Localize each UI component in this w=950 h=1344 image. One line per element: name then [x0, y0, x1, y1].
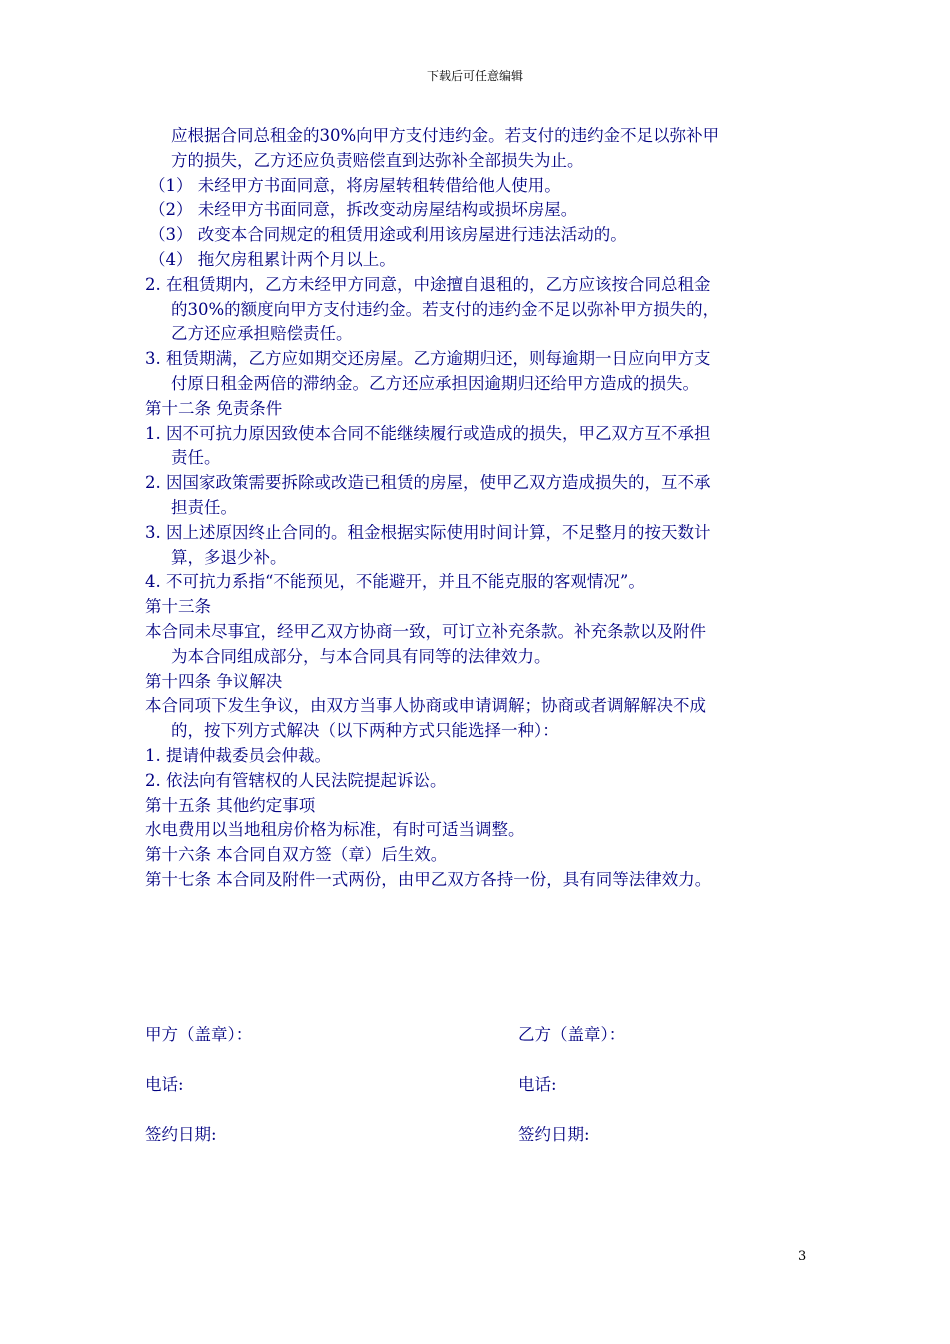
party-b-phone-label: 电话: [518, 1075, 557, 1094]
text-line: 第十二条 免责条件 [145, 398, 283, 418]
text-line: 第十四条 争议解决 [145, 671, 283, 691]
text-line: 4. 不可抗力系指“不能预见，不能避开，并且不能克服的客观情况”。 [145, 572, 645, 592]
text-line: 1. 因不可抗力原因致使本合同不能继续履行或造成的损失，甲乙双方互不承担 [145, 423, 711, 443]
text-line: 1. 提请仲裁委员会仲裁。 [145, 745, 331, 765]
text-line: 担责任。 [171, 497, 237, 517]
party-a-date-label: 签约日期: [145, 1125, 217, 1144]
text-line: 2. 在租赁期内，乙方未经甲方同意，中途擅自退租的，乙方应该按合同总租金 [145, 274, 711, 294]
page-header: 下载后可任意编辑 [426, 69, 523, 83]
text-line: 责任。 [171, 448, 221, 468]
text-line: 3. 因上述原因终止合同的。租金根据实际使用时间计算，不足整月的按天数计 [145, 522, 711, 542]
text-line: 第十六条 本合同自双方签（章）后生效。 [145, 845, 448, 865]
text-line: 第十七条 本合同及附件一式两份，由甲乙双方各持一份，具有同等法律效力。 [145, 869, 712, 889]
contract-body [145, 124, 815, 893]
page-number: 3 [798, 1249, 807, 1264]
party-a-phone-label: 电话: [145, 1075, 184, 1094]
text-line: 算，多退少补。 [171, 547, 287, 567]
text-line: 为本合同组成部分，与本合同具有同等的法律效力。 [171, 646, 551, 666]
text-line: 2. 依法向有管辖权的人民法院提起诉讼。 [145, 770, 447, 790]
text-line: 本合同未尽事宜，经甲乙双方协商一致，可订立补充条款。补充条款以及附件 [145, 621, 706, 641]
party-a-seal-label: 甲方（盖章）： [145, 1025, 253, 1044]
text-line: （3） 改变本合同规定的租赁用途或利用该房屋进行违法活动的。 [149, 225, 627, 245]
text-line: 乙方还应承担赔偿责任。 [171, 324, 353, 344]
text-line: 付原日租金两倍的滞纳金。乙方还应承担因逾期归还给甲方造成的损失。 [171, 373, 699, 393]
text-line: 本合同项下发生争议，由双方当事人协商或申请调解；协商或者调解解决不成 [145, 696, 706, 716]
party-b-seal-label: 乙方（盖章）： [518, 1025, 626, 1044]
text-line: 2. 因国家政策需要拆除或改造已租赁的房屋，使甲乙双方造成损失的，互不承 [145, 473, 711, 493]
text-line: 应根据合同总租金的30%向甲方支付违约金。若支付的违约金不足以弥补甲 [171, 126, 720, 145]
text-line: 方的损失，乙方还应负责赔偿直到达弥补全部损失为止。 [171, 150, 584, 170]
text-line: （2） 未经甲方书面同意，拆改变动房屋结构或损坏房屋。 [149, 200, 578, 220]
text-line: 第十三条 [145, 597, 211, 617]
text-line: 水电费用以当地租房价格为标准，有时可适当调整。 [145, 820, 525, 840]
text-line: 的30%的额度向甲方支付违约金。若支付的违约金不足以弥补甲方损失的， [171, 299, 720, 319]
text-line: （1） 未经甲方书面同意，将房屋转租转借给他人使用。 [149, 175, 561, 195]
text-line: 第十五条 其他约定事项 [145, 795, 316, 815]
text-line: （4） 拖欠房租累计两个月以上。 [149, 249, 396, 269]
text-line: 3. 租赁期满，乙方应如期交还房屋。乙方逾期归还，则每逾期一日应向甲方支 [145, 349, 711, 369]
text-line: 的，按下列方式解决（以下两种方式只能选择一种）： [171, 721, 559, 741]
party-b-date-label: 签约日期: [518, 1125, 590, 1144]
